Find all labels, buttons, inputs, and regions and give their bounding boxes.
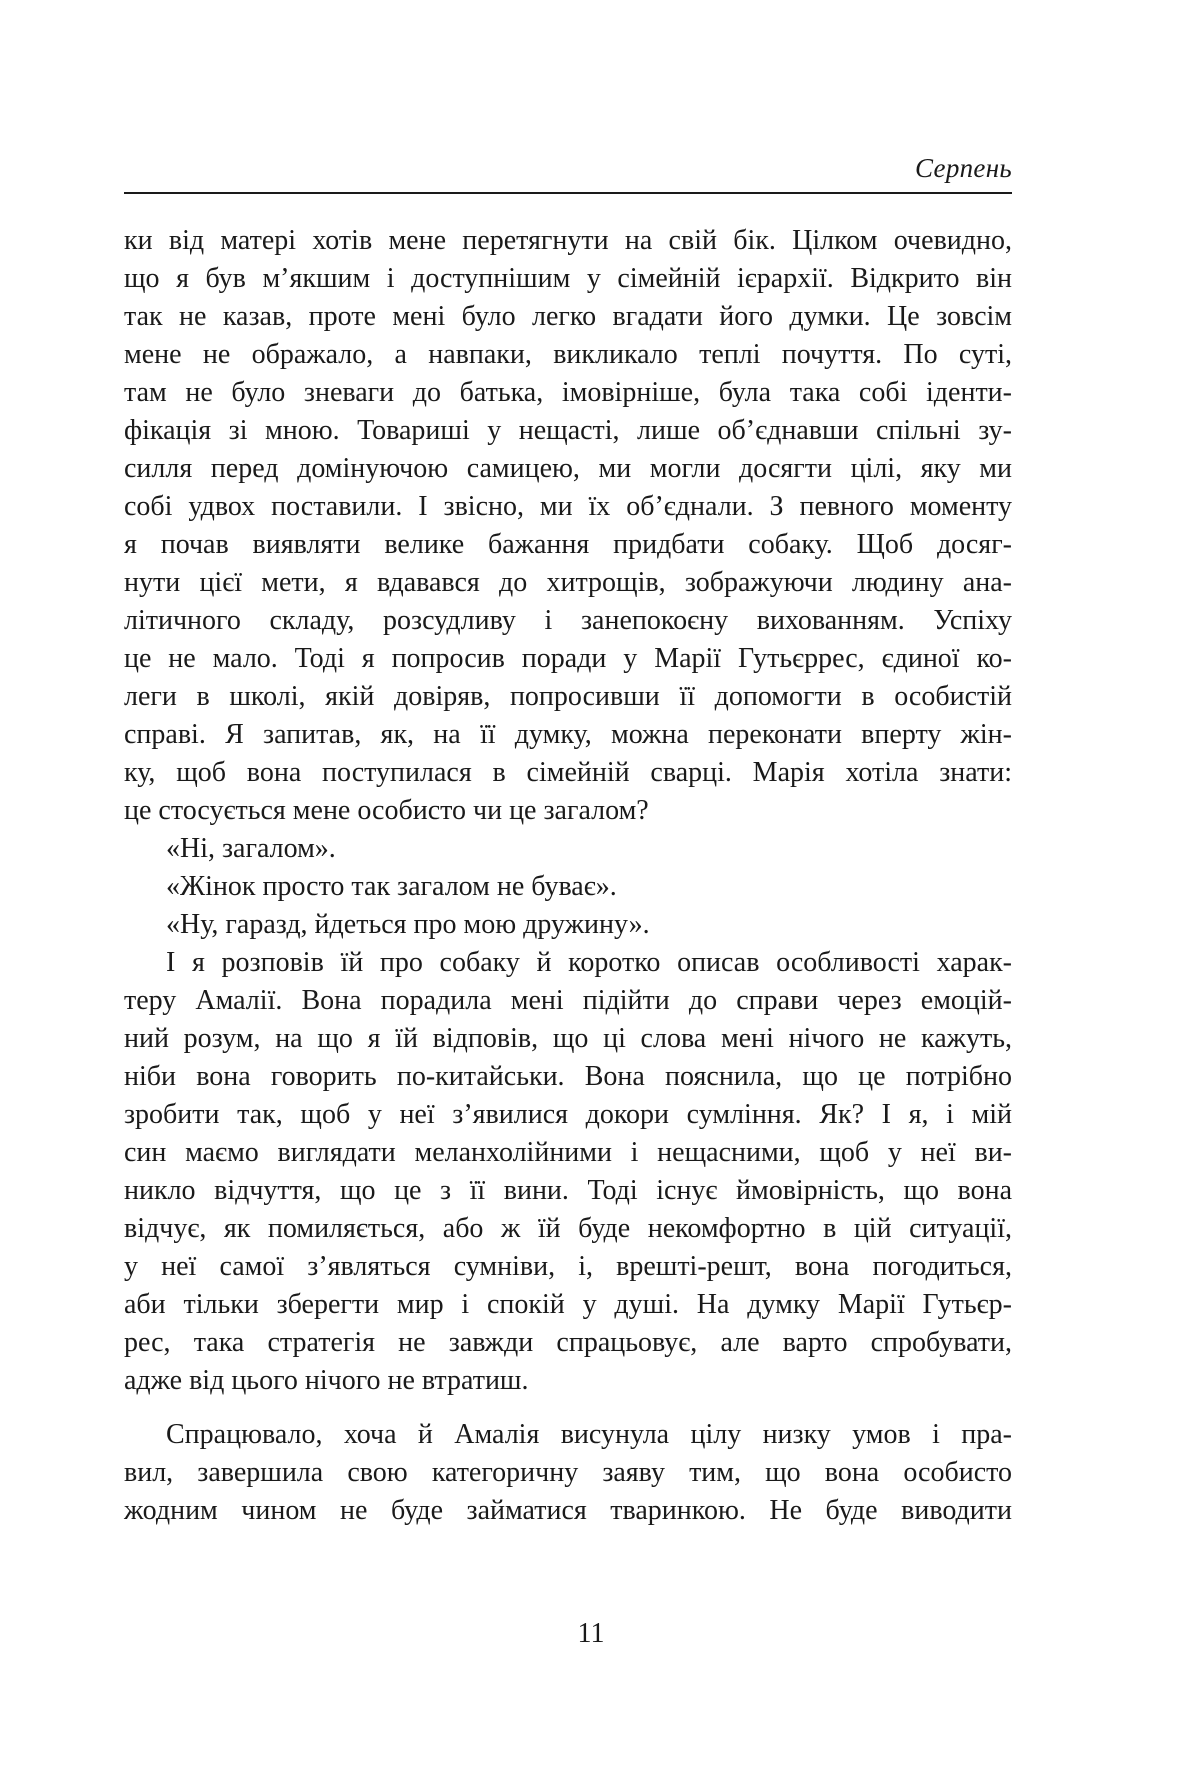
text-line: син маємо виглядати меланхолійними і нещасними, щоб у неї ви- bbox=[124, 1137, 1012, 1168]
text-line: зробити так, щоб у неї з’явилися докори сумління. Як? І я, і мій bbox=[124, 1099, 1012, 1130]
text-line: відчує, як помиляється, або ж їй буде некомфортно в цій ситуації, bbox=[124, 1213, 1012, 1244]
text-line: там не було зневаги до батька, імовірніше, була така собі іденти- bbox=[124, 377, 1012, 408]
text-line: я почав виявляти велике бажання придбати собаку. Щоб досяг- bbox=[124, 529, 1012, 560]
paragraph-gap bbox=[124, 1400, 1012, 1416]
text-line: вил, завершила свою категоричну заяву тим, що вона особисто bbox=[124, 1457, 1012, 1488]
text-line: ний розум, на що я їй відповів, що ці слова мені нічого не кажуть, bbox=[124, 1023, 1012, 1054]
text-line: справі. Я запитав, як, на її думку, можна переконати вперту жін- bbox=[124, 719, 1012, 750]
dialogue-line: «Жінок просто так загалом не буває». bbox=[166, 871, 617, 902]
text-line: це стосується мене особисто чи це загалом? bbox=[124, 795, 649, 826]
body-text bbox=[124, 222, 1012, 1530]
text-line: леги в школі, якій довіряв, попросивши її допомогти в особистій bbox=[124, 681, 1012, 712]
text-line: мене не ображало, а навпаки, викликало теплі почуття. По суті, bbox=[124, 339, 1012, 370]
text-line: аби тільки зберегти мир і спокій у душі. На думку Марії Гутьєр- bbox=[124, 1289, 1012, 1320]
text-line: що я був м’якшим і доступнішим у сімейній ієрархії. Відкрито він bbox=[124, 263, 1012, 294]
dialogue-line: «Ну, гаразд, йдеться про мою дружину». bbox=[166, 909, 650, 940]
text-line: ніби вона говорить по-китайськи. Вона пояснила, що це потрібно bbox=[124, 1061, 1012, 1092]
text-line: це не мало. Тоді я попросив поради у Марії Гутьєррес, єдиної ко- bbox=[124, 643, 1012, 674]
text-line: жодним чином не буде займатися тваринкою. Не буде виводити bbox=[124, 1495, 1012, 1526]
header-rule bbox=[124, 192, 1012, 194]
text-line: собі удвох поставили. І звісно, ми їх об’єднали. З певного моменту bbox=[124, 491, 1012, 522]
text-line: никло відчуття, що це з її вини. Тоді існує ймовірність, що вона bbox=[124, 1175, 1012, 1206]
page-number: 11 bbox=[577, 1618, 605, 1649]
running-header: Серпень bbox=[915, 153, 1012, 183]
text-line: силля перед домінуючою самицею, ми могли досягти цілі, яку ми bbox=[124, 453, 1012, 484]
text-line: рес, така стратегія не завжди спрацьовує, але варто спробувати, bbox=[124, 1327, 1012, 1358]
dialogue-line: «Ні, загалом». bbox=[166, 833, 336, 864]
text-line: ки від матері хотів мене перетягнути на свій бік. Цілком очевидно, bbox=[124, 225, 1012, 256]
text-line: І я розповів їй про собаку й коротко описав особливості харак- bbox=[166, 947, 1012, 978]
text-line: адже від цього нічого не втратиш. bbox=[124, 1365, 529, 1396]
text-line: фікація зі мною. Товариші у нещасті, лише об’єднавши спільні зу- bbox=[124, 415, 1012, 446]
text-line: так не казав, проте мені було легко вгадати його думки. Це зовсім bbox=[124, 301, 1012, 332]
text-line: теру Амалії. Вона порадила мені підійти до справи через емоцій- bbox=[124, 985, 1012, 1016]
text-line: нути цієї мети, я вдавався до хитрощів, зображуючи людину ана- bbox=[124, 567, 1012, 598]
text-line: у неї самої з’являться сумніви, і, врешті-решт, вона погодиться, bbox=[124, 1251, 1012, 1282]
text-line: ку, щоб вона поступилася в сімейній сварці. Марія хотіла знати: bbox=[124, 757, 1012, 788]
text-line: Спрацювало, хоча й Амалія висунула цілу низку умов і пра- bbox=[166, 1419, 1012, 1450]
text-line: літичного складу, розсудливу і занепокоєну вихованням. Успіху bbox=[124, 605, 1012, 636]
